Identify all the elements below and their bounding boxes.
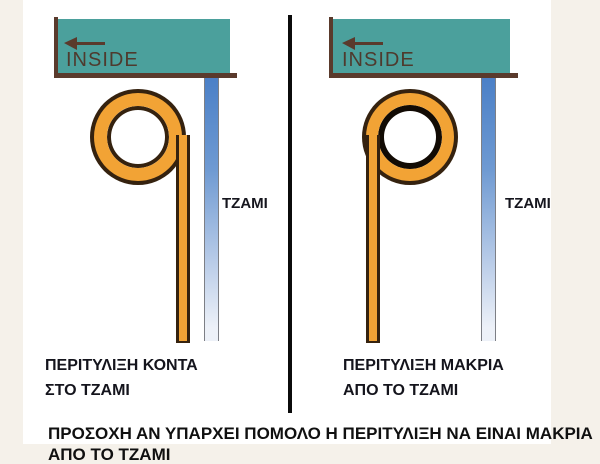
arrow-shaft xyxy=(75,42,105,45)
glass-strip xyxy=(204,78,219,341)
inside-label: INSIDE xyxy=(342,49,415,71)
glass-strip xyxy=(481,78,496,341)
caption-line-2: ΑΠΟ ΤΟ ΤΖΑΜΙ xyxy=(343,382,459,399)
panel-caption-right xyxy=(343,353,504,403)
glass-label: ΤΖΑΜΙ xyxy=(222,195,268,212)
caption-line-2: ΣΤΟ ΤΖΑΜΙ xyxy=(45,382,130,399)
warning-text xyxy=(48,423,593,464)
warning-line-1: ΠΡΟΣΟΧΗ ΑΝ ΥΠΑΡΧΕΙ ΠΟΜΟΛΟ Η ΠΕΡΙΤΥΛΙΞΗ ΝΑ ΕΙΝΑΙ ΜΑΚΡΙΑ xyxy=(48,424,593,443)
caption-line-1: ΠΕΡΙΤΥΛΙΞΗ ΜΑΚΡΙΑ xyxy=(343,357,504,374)
cord-tail xyxy=(366,135,380,343)
caption-line-1: ΠΕΡΙΤΥΛΙΞΗ ΚΟΝΤΑ xyxy=(45,357,198,374)
inside-label: INSIDE xyxy=(66,49,139,71)
warning-line-2: ΑΠΟ ΤΟ ΤΖΑΜΙ xyxy=(48,445,171,464)
panel-divider xyxy=(288,15,292,413)
cord-tail xyxy=(176,135,190,343)
glass-label: ΤΖΑΜΙ xyxy=(505,195,551,212)
cord-loop-close xyxy=(94,93,182,181)
arrow-shaft xyxy=(353,42,383,45)
panel-caption-left xyxy=(45,353,198,403)
